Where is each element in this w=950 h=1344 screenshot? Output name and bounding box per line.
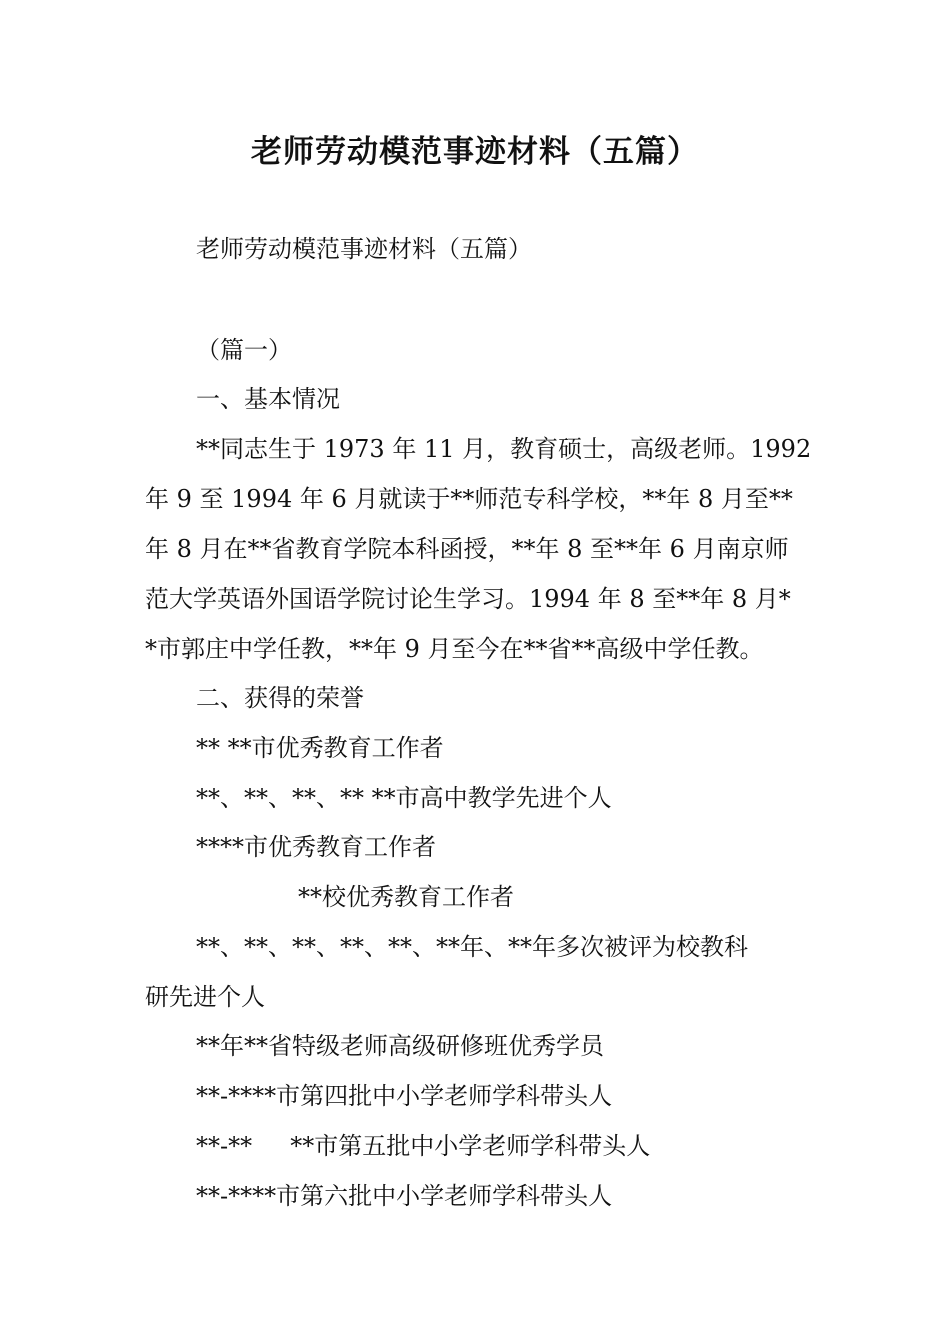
- honor-item: **校优秀教育工作者: [298, 883, 514, 911]
- honor-item: **、**、**、**、**、**年、**年多次被评为校教科: [196, 933, 748, 961]
- paragraph-line: **同志生于 1973 年 11 月，教育硕士，高级老师。1992: [196, 435, 812, 463]
- honor-item: **-****市第四批中小学老师学科带头人: [196, 1082, 613, 1110]
- honor-item: **年**省特级老师高级研修班优秀学员: [196, 1032, 604, 1060]
- section-heading-honors: 二、获得的荣誉: [196, 684, 364, 712]
- paragraph-line: 年 8 月在**省教育学院本科函授，**年 8 至**年 6 月南京师: [145, 535, 789, 563]
- paragraph-line: 年 9 至 1994 年 6 月就读于**师范专科学校，**年 8 月至**: [145, 485, 793, 513]
- honor-item: ****市优秀教育工作者: [196, 833, 436, 861]
- paragraph-line: 范大学英语外国语学院讨论生学习。1994 年 8 至**年 8 月*: [145, 585, 791, 613]
- honor-item: **、**、**、** **市高中教学先进个人: [196, 784, 612, 812]
- document-subtitle: 老师劳动模范事迹材料（五篇）: [196, 235, 532, 263]
- honor-item: **-** **市第五批中小学老师学科带头人: [196, 1132, 651, 1160]
- honor-item: **-****市第六批中小学老师学科带头人: [196, 1182, 613, 1210]
- honor-item: ** **市优秀教育工作者: [196, 734, 444, 762]
- part-label: （篇一）: [196, 336, 292, 364]
- document-title: 老师劳动模范事迹材料（五篇）: [251, 134, 699, 170]
- paragraph-line: *市郭庄中学任教，**年 9 月至今在**省**高级中学任教。: [145, 635, 764, 663]
- section-heading-basic-info: 一、基本情况: [196, 385, 340, 413]
- honor-item-continuation: 研先进个人: [145, 983, 265, 1011]
